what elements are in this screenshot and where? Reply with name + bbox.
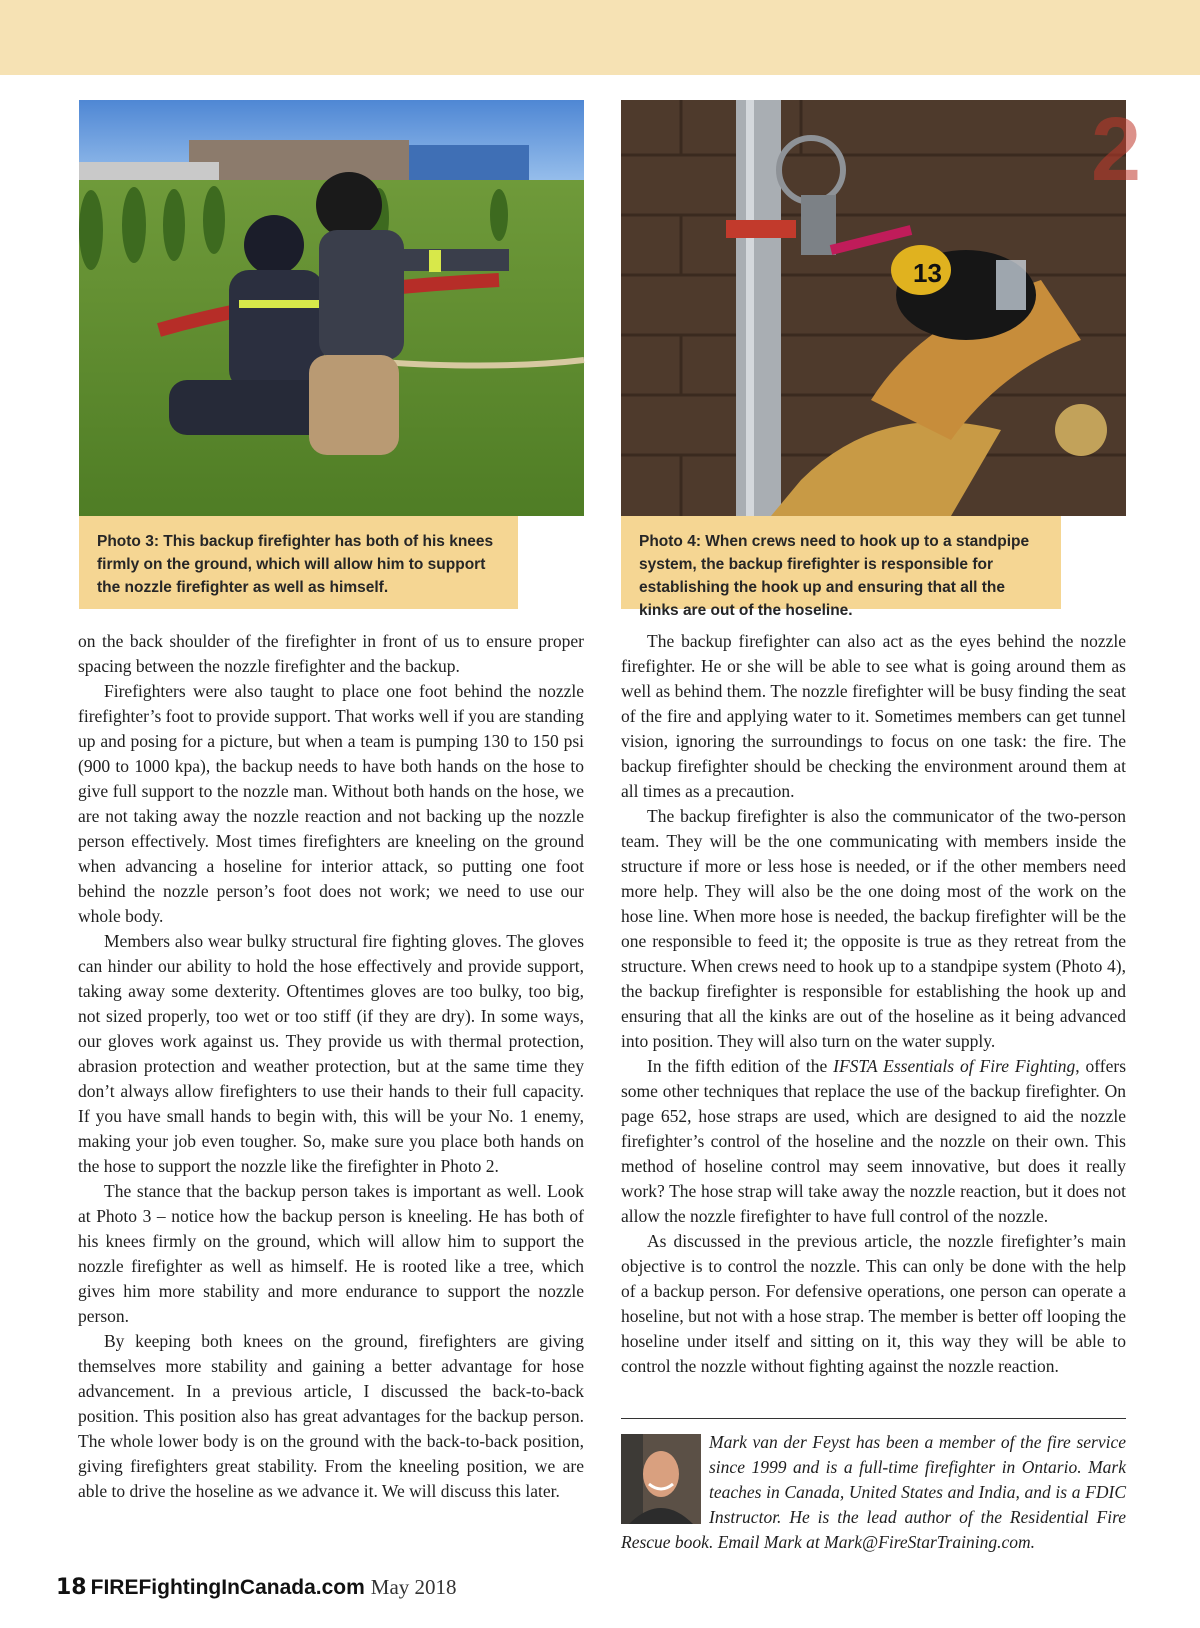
- photo-4-caption: Photo 4: When crews need to hook up to a standpipe system, the backup firefighter is responsible for establishing the hook up and ensuring that all the kinks are out of the hoseline.: [621, 516, 1061, 609]
- article-left-column: [78, 629, 584, 1504]
- article-paragraph: As discussed in the previous article, the nozzle firefighter’s main objective is to control the nozzle. This can only be done with the help of a backup person. For defensive operations, one person can operate a hoseline, but not with a hose strap. The member is better off looping the hoseline under itself and sitting on it, this way they will be able to control the nozzle without fighting against the nozzle reaction.: [621, 1231, 1126, 1376]
- issue-date: May 2018: [370, 1575, 457, 1599]
- author-bio-divider: [621, 1418, 1126, 1419]
- page-number: 18: [56, 1575, 87, 1600]
- magazine-website: FIREFightingInCanada.com: [90, 1576, 365, 1599]
- top-color-band: [0, 0, 1200, 75]
- book-title: IFSTA Essentials of Fire Fighting: [833, 1056, 1076, 1076]
- article-paragraph: The backup firefighter can also act as the eyes behind the nozzle firefighter. He or she will be able to see what is going around them as well as behind them. The nozzle firefighter will be busy finding the seat of the fire and applying water to it. Sometimes members can get tunnel vision, ignoring the surroundings to focus on one task: the fire. The backup firefighter should be checking the environment around them at all times as a precaution.: [621, 631, 1126, 801]
- article-paragraph: The stance that the backup person takes is important as well. Look at Photo 3 – notice how the backup person is kneeling. He has both of his knees firmly on the ground, which will allow him to support the nozzle firefighter as well as himself. He is rooted like a tree, which gives him more stability and more endurance to support the nozzle person.: [78, 1181, 584, 1326]
- article-paragraph: By keeping both knees on the ground, firefighters are giving themselves more stability and gaining a better advantage for hose advancement. In a previous article, I discussed the back-to-back position. This position also has great advantages for the backup person. The whole lower body is on the ground with the back-to-back position, giving firefighters great stability. From the kneeling position, we are able to drive the hoseline as we advance it. We will discuss this later.: [78, 1331, 584, 1501]
- photo-3-firefighters-kneeling: [79, 100, 584, 516]
- svg-text:13: 13: [913, 258, 942, 288]
- article-paragraph: on the back shoulder of the firefighter in front of us to ensure proper spacing between the nozzle firefighter and the backup.: [78, 631, 584, 676]
- article-paragraph: The backup firefighter is also the communicator of the two-person team. They will be the one communicating with members inside the structure if more or less hose is needed, or if the other members need more help. They will also be the one doing most of the work on the hose line. When more hose is needed, the backup firefighter will be the one responsible to feed it; the opposite is true as they retreat from the structure. When crews need to hook up to a standpipe system (Photo 4), the backup firefighter is responsible for establishing the hook up and ensuring that all the kinks are out of the hoseline as it being advanced into position. They will also turn on the water supply.: [621, 806, 1126, 1051]
- article-text: , offers some other techniques that replace the use of the backup firefighter. On page 652, hose straps are used, which are designed to aid the nozzle firefighter’s control of the hoseline and the nozzle on their own. This method of hoseline control may seem innovative, but does it really work? The hose strap will take away the nozzle reaction, but it does not allow the nozzle firefighter to have full control of the nozzle.: [621, 1056, 1127, 1226]
- page-footer: [56, 1575, 457, 1600]
- article-paragraph: Members also wear bulky structural fire fighting gloves. The gloves can hinder our ability to hold the hose effectively and provide support, taking away some dexterity. Oftentimes gloves are too bulky, too big, not sized properly, too wet or too stiff (if they are dry). In some ways, our gloves work against us. They provide us with thermal protection, abrasion protection and weather protection, but at the same time they don’t always allow firefighters to use their hands to their full capacity. If you have small hands to begin with, this will be your No. 1 enemy, making your job even tougher. So, make sure you place both hands on the hose to support the nozzle like the firefighter in Photo 2.: [78, 931, 584, 1176]
- article-text: In the fifth edition of the: [647, 1056, 834, 1076]
- author-bio-text: Mark van der Feyst has been a member of the fire service since 1999 and is a full-time firefighter in Ontario. Mark teaches in Canada, United States and India, and is a FDIC Instructor. He is the lead author of the Residential Fire Rescue book. Email Mark at Mark@FireStarTraining.com.: [621, 1432, 1126, 1552]
- article-paragraph: [621, 1054, 1126, 1229]
- article-right-column: [621, 629, 1126, 1379]
- article-paragraph: Firefighters were also taught to place one foot behind the nozzle firefighter’s foot to provide support. That works well if you are standing up and posing for a picture, but when a team is pumping 130 to 150 psi (900 to 1000 kpa), the backup needs to have both hands on the hose to give full support to the nozzle man. Without both hands on the hose, we are not taking away the nozzle reaction and not backing up the nozzle person effectively. Most times firefighters are kneeling on the ground when advancing a hoseline for interior attack, so putting one foot behind the nozzle person’s foot does not work; we need to use our whole body.: [78, 681, 584, 926]
- photo-3-caption: Photo 3: This backup firefighter has both of his knees firmly on the ground, which will allow him to support the nozzle firefighter as well as himself.: [79, 516, 518, 609]
- svg-text:2: 2: [1091, 100, 1142, 200]
- photo-4-standpipe-hookup: [621, 100, 1142, 516]
- author-bio: [621, 1430, 1126, 1555]
